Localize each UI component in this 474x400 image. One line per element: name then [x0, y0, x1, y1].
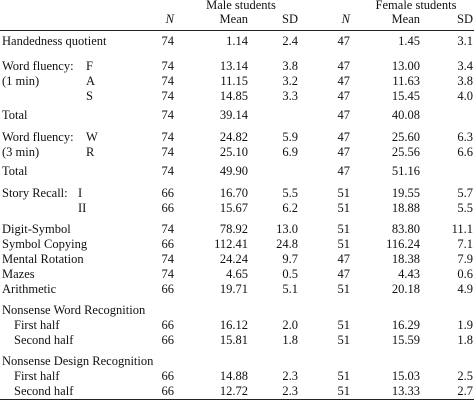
cell-male-mean: 1.14 — [226, 34, 248, 48]
row-label: Total — [2, 108, 28, 122]
row-label: First half — [14, 369, 60, 383]
cell-male-mean: 19.71 — [219, 282, 248, 296]
cell-male-n: 66 — [161, 333, 174, 347]
cell-female-mean: 15.03 — [391, 369, 420, 383]
row-label: (1 min) — [2, 74, 40, 88]
row-label: Symbol Copying — [2, 237, 88, 251]
cell-female-mean: 16.29 — [391, 318, 420, 332]
cell-male-sd: 5.9 — [282, 130, 298, 144]
col-header-female-sd: SD — [457, 12, 473, 26]
cell-male-mean: 13.14 — [219, 59, 248, 73]
cell-female-mean: 13.33 — [391, 384, 420, 398]
row-label: First half — [14, 318, 60, 332]
cell-male-sd: 2.0 — [282, 318, 298, 332]
cell-male-sd: 3.3 — [282, 89, 298, 103]
cell-female-sd: 6.6 — [457, 145, 473, 159]
cell-male-sd: 5.1 — [282, 282, 298, 296]
cell-female-n: 51 — [337, 201, 350, 215]
cell-female-n: 47 — [337, 252, 350, 266]
cell-female-mean: 19.55 — [391, 186, 420, 200]
cell-female-sd: 6.3 — [457, 130, 473, 144]
row-label: (3 min) — [2, 145, 40, 159]
col-header-male-mean: Mean — [219, 12, 248, 26]
cell-female-n: 51 — [337, 318, 350, 332]
cell-male-sd: 6.2 — [282, 201, 298, 215]
cell-female-mean: 18.88 — [391, 201, 420, 215]
cell-male-n: 66 — [161, 237, 174, 251]
cell-male-n: 74 — [161, 34, 174, 48]
cell-female-mean: 4.43 — [398, 267, 420, 281]
cell-male-sd: 13.0 — [276, 222, 298, 236]
cell-male-mean: 11.15 — [220, 74, 248, 88]
cell-female-n: 51 — [337, 333, 350, 347]
cell-female-n: 51 — [337, 369, 350, 383]
row-label: Handedness quotient — [2, 34, 107, 48]
row-sublabel: II — [78, 201, 87, 215]
cell-female-n: 47 — [337, 89, 350, 103]
col-header-female-n: N — [341, 12, 350, 26]
cell-female-mean: 11.63 — [392, 74, 420, 88]
cell-female-n: 51 — [337, 222, 350, 236]
cell-female-sd: 0.6 — [457, 267, 473, 281]
cell-male-mean: 24.82 — [219, 130, 248, 144]
cell-male-n: 66 — [161, 384, 174, 398]
cell-female-n: 47 — [337, 145, 350, 159]
row-label: Second half — [14, 384, 74, 398]
cell-male-mean: 16.12 — [219, 318, 248, 332]
header-rule — [0, 30, 474, 31]
cell-male-mean: 4.65 — [226, 267, 248, 281]
cell-male-sd: 2.3 — [282, 384, 298, 398]
row-sublabel: F — [86, 59, 93, 73]
cell-female-mean: 40.08 — [391, 108, 420, 122]
cell-female-mean: 1.45 — [398, 34, 420, 48]
cell-female-sd: 2.5 — [457, 369, 473, 383]
cell-male-n: 74 — [161, 145, 174, 159]
cell-female-n: 47 — [337, 34, 350, 48]
cell-female-mean: 13.00 — [391, 59, 420, 73]
cell-male-n: 66 — [161, 318, 174, 332]
row-sublabel: S — [86, 89, 93, 103]
cell-male-n: 74 — [161, 108, 174, 122]
cell-male-mean: 78.92 — [219, 222, 248, 236]
cell-male-mean: 39.14 — [219, 108, 248, 122]
cell-female-mean: 18.38 — [391, 252, 420, 266]
cell-male-mean: 49.90 — [219, 164, 248, 178]
cell-female-sd: 1.9 — [457, 318, 473, 332]
col-header-male-sd: SD — [282, 12, 298, 26]
row-label: Mazes — [2, 267, 35, 281]
cell-female-mean: 15.59 — [391, 333, 420, 347]
row-label: Arithmetic — [2, 282, 57, 296]
row-label: Word fluency: — [2, 59, 74, 73]
cell-male-mean: 14.88 — [219, 369, 248, 383]
cell-male-mean: 14.85 — [219, 89, 248, 103]
cell-female-sd: 11.1 — [451, 222, 473, 236]
cell-female-mean: 15.45 — [391, 89, 420, 103]
cell-male-mean: 24.24 — [219, 252, 248, 266]
cell-male-sd: 5.5 — [282, 186, 298, 200]
cell-male-sd: 0.5 — [282, 267, 298, 281]
cell-male-n: 66 — [161, 186, 174, 200]
row-label: Mental Rotation — [2, 252, 84, 266]
cell-female-sd: 4.9 — [457, 282, 473, 296]
cell-female-sd: 7.9 — [457, 252, 473, 266]
cell-female-n: 47 — [337, 108, 350, 122]
row-sublabel: A — [86, 74, 96, 88]
cell-male-mean: 25.10 — [219, 145, 248, 159]
cell-female-n: 47 — [337, 59, 350, 73]
cell-female-sd: 4.0 — [457, 89, 473, 103]
group-header-female: Female students — [375, 0, 457, 12]
cell-female-n: 47 — [337, 267, 350, 281]
cell-male-mean: 15.67 — [219, 201, 248, 215]
cell-male-sd: 3.8 — [282, 59, 298, 73]
cell-female-mean: 20.18 — [391, 282, 420, 296]
cell-male-n: 66 — [161, 369, 174, 383]
cell-female-sd: 3.1 — [457, 34, 473, 48]
cell-male-sd: 24.8 — [276, 237, 298, 251]
cell-female-n: 51 — [337, 237, 350, 251]
cell-male-n: 74 — [161, 130, 174, 144]
row-sublabel: R — [86, 145, 95, 159]
cell-male-n: 74 — [161, 222, 174, 236]
col-header-male-n: N — [165, 12, 174, 26]
cell-male-mean: 12.72 — [219, 384, 248, 398]
cell-female-sd: 7.1 — [457, 237, 473, 251]
cell-male-n: 74 — [161, 252, 174, 266]
cell-male-n: 66 — [161, 282, 174, 296]
cell-male-sd: 3.2 — [282, 74, 298, 88]
cell-female-mean: 51.16 — [391, 164, 420, 178]
cell-male-sd: 6.9 — [282, 145, 298, 159]
cell-male-sd: 2.3 — [282, 369, 298, 383]
cell-female-sd: 3.8 — [457, 74, 473, 88]
cell-male-sd: 1.8 — [282, 333, 298, 347]
cell-male-sd: 9.7 — [282, 252, 298, 266]
row-label: Nonsense Design Recognition — [2, 354, 154, 368]
cell-male-mean: 16.70 — [219, 186, 248, 200]
cell-female-n: 51 — [337, 186, 350, 200]
cell-male-n: 66 — [161, 201, 174, 215]
row-sublabel: I — [78, 186, 83, 200]
cell-male-n: 74 — [161, 89, 174, 103]
cell-female-sd: 5.5 — [457, 201, 473, 215]
cell-male-mean: 112.41 — [214, 237, 248, 251]
cell-male-n: 74 — [161, 74, 174, 88]
cell-female-mean: 83.80 — [391, 222, 420, 236]
cell-female-n: 47 — [337, 164, 350, 178]
row-sublabel: W — [86, 130, 98, 144]
cell-female-sd: 5.7 — [457, 186, 473, 200]
cell-male-n: 74 — [161, 267, 174, 281]
cell-female-mean: 116.24 — [386, 237, 420, 251]
cell-male-mean: 15.81 — [219, 333, 248, 347]
cell-female-n: 51 — [337, 282, 350, 296]
row-label: Story Recall: — [2, 186, 68, 200]
row-label: Word fluency: — [2, 130, 74, 144]
cell-male-sd: 2.4 — [282, 34, 298, 48]
row-label: Digit-Symbol — [2, 222, 71, 236]
cell-female-mean: 25.56 — [391, 145, 420, 159]
cell-female-sd: 1.8 — [457, 333, 473, 347]
cell-male-n: 74 — [161, 59, 174, 73]
row-label: Second half — [14, 333, 74, 347]
cell-female-sd: 3.4 — [457, 59, 473, 73]
col-header-female-mean: Mean — [391, 12, 420, 26]
cell-female-sd: 2.7 — [457, 384, 473, 398]
cell-male-n: 74 — [161, 164, 174, 178]
row-label: Nonsense Word Recognition — [2, 303, 146, 317]
group-header-male: Male students — [206, 0, 276, 12]
cell-female-n: 51 — [337, 384, 350, 398]
row-label: Total — [2, 164, 28, 178]
cell-female-n: 47 — [337, 74, 350, 88]
cell-female-n: 47 — [337, 130, 350, 144]
cell-female-mean: 25.60 — [391, 130, 420, 144]
